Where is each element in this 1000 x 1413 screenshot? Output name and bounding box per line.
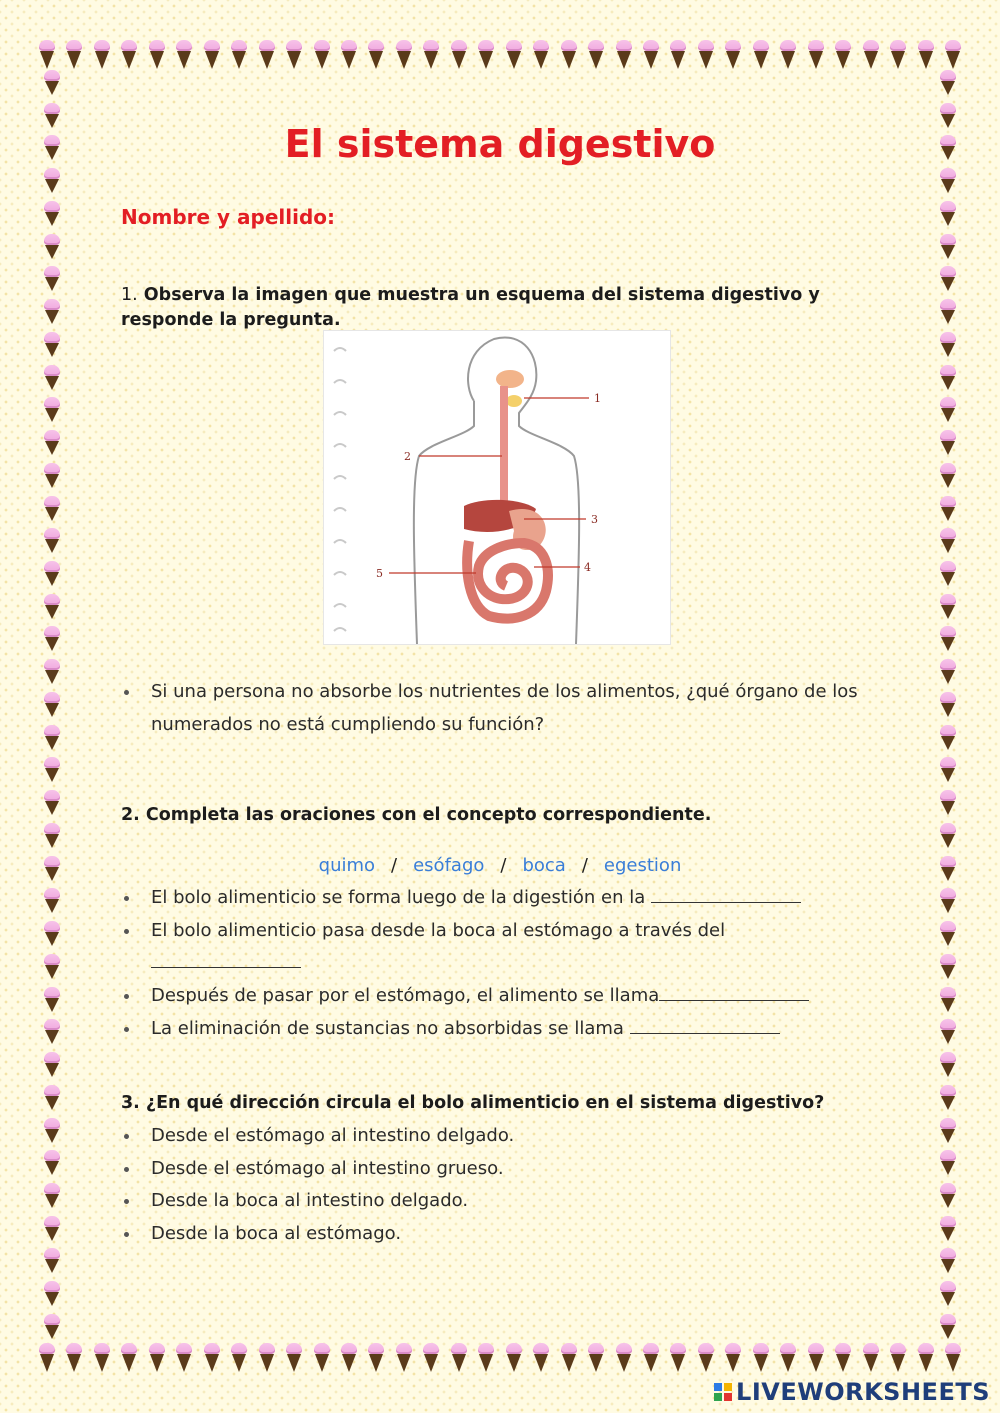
ice-cream-icon (43, 1150, 61, 1176)
label-4: 4 (584, 561, 591, 574)
sentence-3-text: Después de pasar por el estómago, el alimento se llama (151, 985, 660, 1007)
ice-cream-icon (43, 1314, 61, 1340)
ice-cream-icon (93, 40, 111, 70)
ice-cream-icon (779, 1343, 797, 1373)
ice-cream-icon (642, 40, 660, 70)
ice-cream-icon (313, 1343, 331, 1373)
ice-cream-icon (477, 40, 495, 70)
option-2[interactable]: Desde el estómago al intestino grueso. (121, 1153, 881, 1186)
ice-cream-icon (43, 168, 61, 194)
ice-cream-icon (43, 725, 61, 751)
question-2-title: 2. Completa las oraciones con el concepto correspondiente. (121, 805, 712, 825)
logo-text: LIVEWORKSHEETS (736, 1378, 990, 1406)
ice-cream-icon (642, 1343, 660, 1373)
sentence-4 (121, 1013, 861, 1046)
ice-cream-icon (917, 1343, 935, 1373)
ice-cream-icon (939, 168, 957, 194)
ice-cream-icon (724, 1343, 742, 1373)
ice-cream-icon (43, 397, 61, 423)
ice-cream-icon (38, 40, 56, 70)
ice-cream-icon (38, 1343, 56, 1373)
ice-cream-icon (367, 1343, 385, 1373)
ice-cream-icon (917, 40, 935, 70)
ice-cream-icon (889, 40, 907, 70)
ice-cream-icon (889, 1343, 907, 1373)
ice-cream-icon (230, 40, 248, 70)
logo-icon (714, 1383, 732, 1401)
ice-cream-icon (43, 430, 61, 456)
ice-cream-icon (450, 1343, 468, 1373)
option-3[interactable]: Desde la boca al intestino delgado. (121, 1185, 881, 1218)
ice-cream-icon (43, 921, 61, 947)
ice-cream-icon (285, 1343, 303, 1373)
ice-cream-icon (395, 40, 413, 70)
ice-cream-icon (532, 1343, 550, 1373)
ice-cream-icon (939, 1150, 957, 1176)
ice-cream-icon (587, 40, 605, 70)
ice-cream-icon (939, 1314, 957, 1340)
question-1-text: Observa la imagen que muestra un esquema del sistema digestivo y responde la pregunta. (121, 285, 820, 330)
ice-cream-icon (939, 1281, 957, 1307)
ice-cream-icon (939, 1248, 957, 1274)
sentence-3 (121, 980, 861, 1013)
word-quimo: quimo (318, 855, 376, 876)
ice-cream-icon (258, 40, 276, 70)
ice-cream-icon (939, 921, 957, 947)
ice-cream-icon (43, 70, 61, 96)
ice-cream-icon (615, 40, 633, 70)
border-bottom (38, 1343, 962, 1373)
ice-cream-icon (560, 1343, 578, 1373)
page-title: El sistema digestivo (284, 122, 716, 166)
ice-cream-icon (944, 1343, 962, 1373)
ice-cream-icon (939, 1085, 957, 1111)
ice-cream-icon (752, 1343, 770, 1373)
ice-cream-icon (779, 40, 797, 70)
ice-cream-icon (560, 40, 578, 70)
ice-cream-icon (862, 1343, 880, 1373)
ice-cream-icon (752, 40, 770, 70)
ice-cream-icon (834, 1343, 852, 1373)
question-1-number: 1. (121, 285, 138, 305)
word-esofago: esófago (413, 855, 485, 876)
ice-cream-icon (120, 1343, 138, 1373)
ice-cream-icon (939, 1052, 957, 1078)
ice-cream-icon (340, 1343, 358, 1373)
ice-cream-icon (697, 40, 715, 70)
question-1 (121, 283, 841, 333)
ice-cream-icon (43, 201, 61, 227)
ice-cream-icon (939, 1118, 957, 1144)
ice-cream-icon (697, 1343, 715, 1373)
ice-cream-icon (505, 40, 523, 70)
question-3-options (121, 1120, 881, 1251)
name-label: Nombre y apellido: (121, 205, 336, 229)
ice-cream-icon (862, 40, 880, 70)
ice-cream-icon (175, 1343, 193, 1373)
ice-cream-icon (148, 40, 166, 70)
ice-cream-icon (939, 70, 957, 96)
ice-cream-icon (939, 430, 957, 456)
ice-cream-icon (505, 1343, 523, 1373)
ice-cream-icon (939, 299, 957, 325)
ice-cream-icon (43, 692, 61, 718)
mouth-organ (496, 370, 524, 388)
answer-blank-2[interactable] (151, 951, 301, 968)
word-egestion: egestion (603, 855, 682, 876)
ice-cream-icon (43, 823, 61, 849)
ice-cream-icon (939, 528, 957, 554)
ice-cream-icon (939, 1216, 957, 1242)
option-1[interactable]: Desde el estómago al intestino delgado. (121, 1120, 881, 1153)
ice-cream-icon (148, 1343, 166, 1373)
question-3-title: 3. ¿En qué dirección circula el bolo alimenticio en el sistema digestivo? (121, 1093, 825, 1113)
ice-cream-icon (532, 40, 550, 70)
ice-cream-icon (43, 234, 61, 260)
ice-cream-icon (367, 40, 385, 70)
ice-cream-icon (203, 1343, 221, 1373)
esophagus-organ (500, 386, 508, 511)
label-3: 3 (591, 513, 598, 526)
ice-cream-icon (450, 40, 468, 70)
label-2: 2 (404, 450, 411, 463)
ice-cream-icon (65, 40, 83, 70)
ice-cream-icon (43, 659, 61, 685)
ice-cream-icon (939, 954, 957, 980)
ice-cream-icon (43, 1248, 61, 1274)
intestine-organ (467, 541, 548, 619)
border-right (936, 70, 960, 1340)
ice-cream-icon (939, 823, 957, 849)
digestive-diagram-svg (324, 331, 670, 644)
ice-cream-icon (807, 40, 825, 70)
sentence-2 (121, 915, 861, 980)
ice-cream-icon (43, 1118, 61, 1144)
ice-cream-icon (939, 463, 957, 489)
ice-cream-icon (43, 266, 61, 292)
ice-cream-icon (43, 1052, 61, 1078)
sentence-1-text: El bolo alimenticio se forma luego de la digestión en la (151, 887, 646, 908)
ice-cream-icon (939, 201, 957, 227)
ice-cream-icon (120, 40, 138, 70)
ice-cream-icon (175, 40, 193, 70)
ice-cream-icon (939, 692, 957, 718)
ice-cream-icon (939, 790, 957, 816)
ice-cream-icon (939, 888, 957, 914)
ice-cream-icon (939, 234, 957, 260)
ice-cream-icon (939, 397, 957, 423)
word-separator: / (391, 855, 398, 876)
ice-cream-icon (939, 1019, 957, 1045)
ice-cream-icon (422, 40, 440, 70)
ice-cream-icon (43, 790, 61, 816)
ice-cream-icon (669, 1343, 687, 1373)
border-top (38, 40, 962, 70)
ice-cream-icon (615, 1343, 633, 1373)
ice-cream-icon (939, 496, 957, 522)
ice-cream-icon (285, 40, 303, 70)
ice-cream-icon (258, 1343, 276, 1373)
ice-cream-icon (43, 987, 61, 1013)
answer-blank-1[interactable] (651, 886, 801, 903)
ice-cream-icon (477, 1343, 495, 1373)
ice-cream-icon (939, 365, 957, 391)
ice-cream-icon (340, 40, 358, 70)
ice-cream-icon (43, 626, 61, 652)
word-separator: / (500, 855, 507, 876)
ice-cream-icon (43, 1085, 61, 1111)
ice-cream-icon (669, 40, 687, 70)
ice-cream-icon (395, 1343, 413, 1373)
ice-cream-icon (807, 1343, 825, 1373)
sentence-1 (121, 882, 861, 915)
ice-cream-icon (43, 1019, 61, 1045)
ice-cream-icon (43, 594, 61, 620)
salivary-gland (506, 395, 522, 407)
ice-cream-icon (230, 1343, 248, 1373)
digestive-system-diagram (323, 330, 671, 645)
ice-cream-icon (43, 463, 61, 489)
word-separator: / (581, 855, 588, 876)
ice-cream-icon (43, 496, 61, 522)
ice-cream-icon (203, 40, 221, 70)
ice-cream-icon (939, 659, 957, 685)
sentence-4-text: La eliminación de sustancias no absorbidas se llama (151, 1017, 624, 1039)
word-boca: boca (522, 855, 566, 876)
ice-cream-icon (944, 40, 962, 70)
notebook-rings (334, 348, 346, 631)
ice-cream-icon (93, 1343, 111, 1373)
ice-cream-icon (43, 1216, 61, 1242)
ice-cream-icon (43, 888, 61, 914)
ice-cream-icon (939, 332, 957, 358)
ice-cream-icon (939, 1183, 957, 1209)
ice-cream-icon (43, 1281, 61, 1307)
ice-cream-icon (939, 561, 957, 587)
ice-cream-icon (43, 954, 61, 980)
ice-cream-icon (834, 40, 852, 70)
border-left (40, 70, 64, 1340)
sentence-2-text: El bolo alimenticio pasa desde la boca al estómago a través del (151, 919, 726, 941)
ice-cream-icon (43, 1183, 61, 1209)
ice-cream-icon (939, 626, 957, 652)
ice-cream-icon (724, 40, 742, 70)
ice-cream-icon (422, 1343, 440, 1373)
word-bank (0, 852, 1000, 880)
label-1: 1 (594, 392, 601, 405)
ice-cream-icon (313, 40, 331, 70)
question-2-sentences (121, 882, 861, 1046)
ice-cream-icon (65, 1343, 83, 1373)
liveworksheets-logo (714, 1377, 990, 1407)
ice-cream-icon (43, 528, 61, 554)
ice-cream-icon (939, 987, 957, 1013)
ice-cream-icon (587, 1343, 605, 1373)
ice-cream-icon (43, 561, 61, 587)
answer-blank-4[interactable] (630, 1017, 780, 1034)
label-5: 5 (376, 567, 383, 580)
ice-cream-icon (939, 266, 957, 292)
question-1-bullets (121, 676, 861, 741)
ice-cream-icon (43, 365, 61, 391)
option-4[interactable]: Desde la boca al estómago. (121, 1218, 881, 1251)
answer-blank-3[interactable] (659, 984, 809, 1001)
ice-cream-icon (939, 594, 957, 620)
question-1-prompt: Si una persona no absorbe los nutrientes de los alimentos, ¿qué órgano de los numerados no está cumpliendo su función? (121, 676, 861, 741)
ice-cream-icon (43, 299, 61, 325)
ice-cream-icon (43, 757, 61, 783)
leader-lines (389, 398, 589, 573)
ice-cream-icon (43, 332, 61, 358)
ice-cream-icon (939, 757, 957, 783)
ice-cream-icon (939, 725, 957, 751)
